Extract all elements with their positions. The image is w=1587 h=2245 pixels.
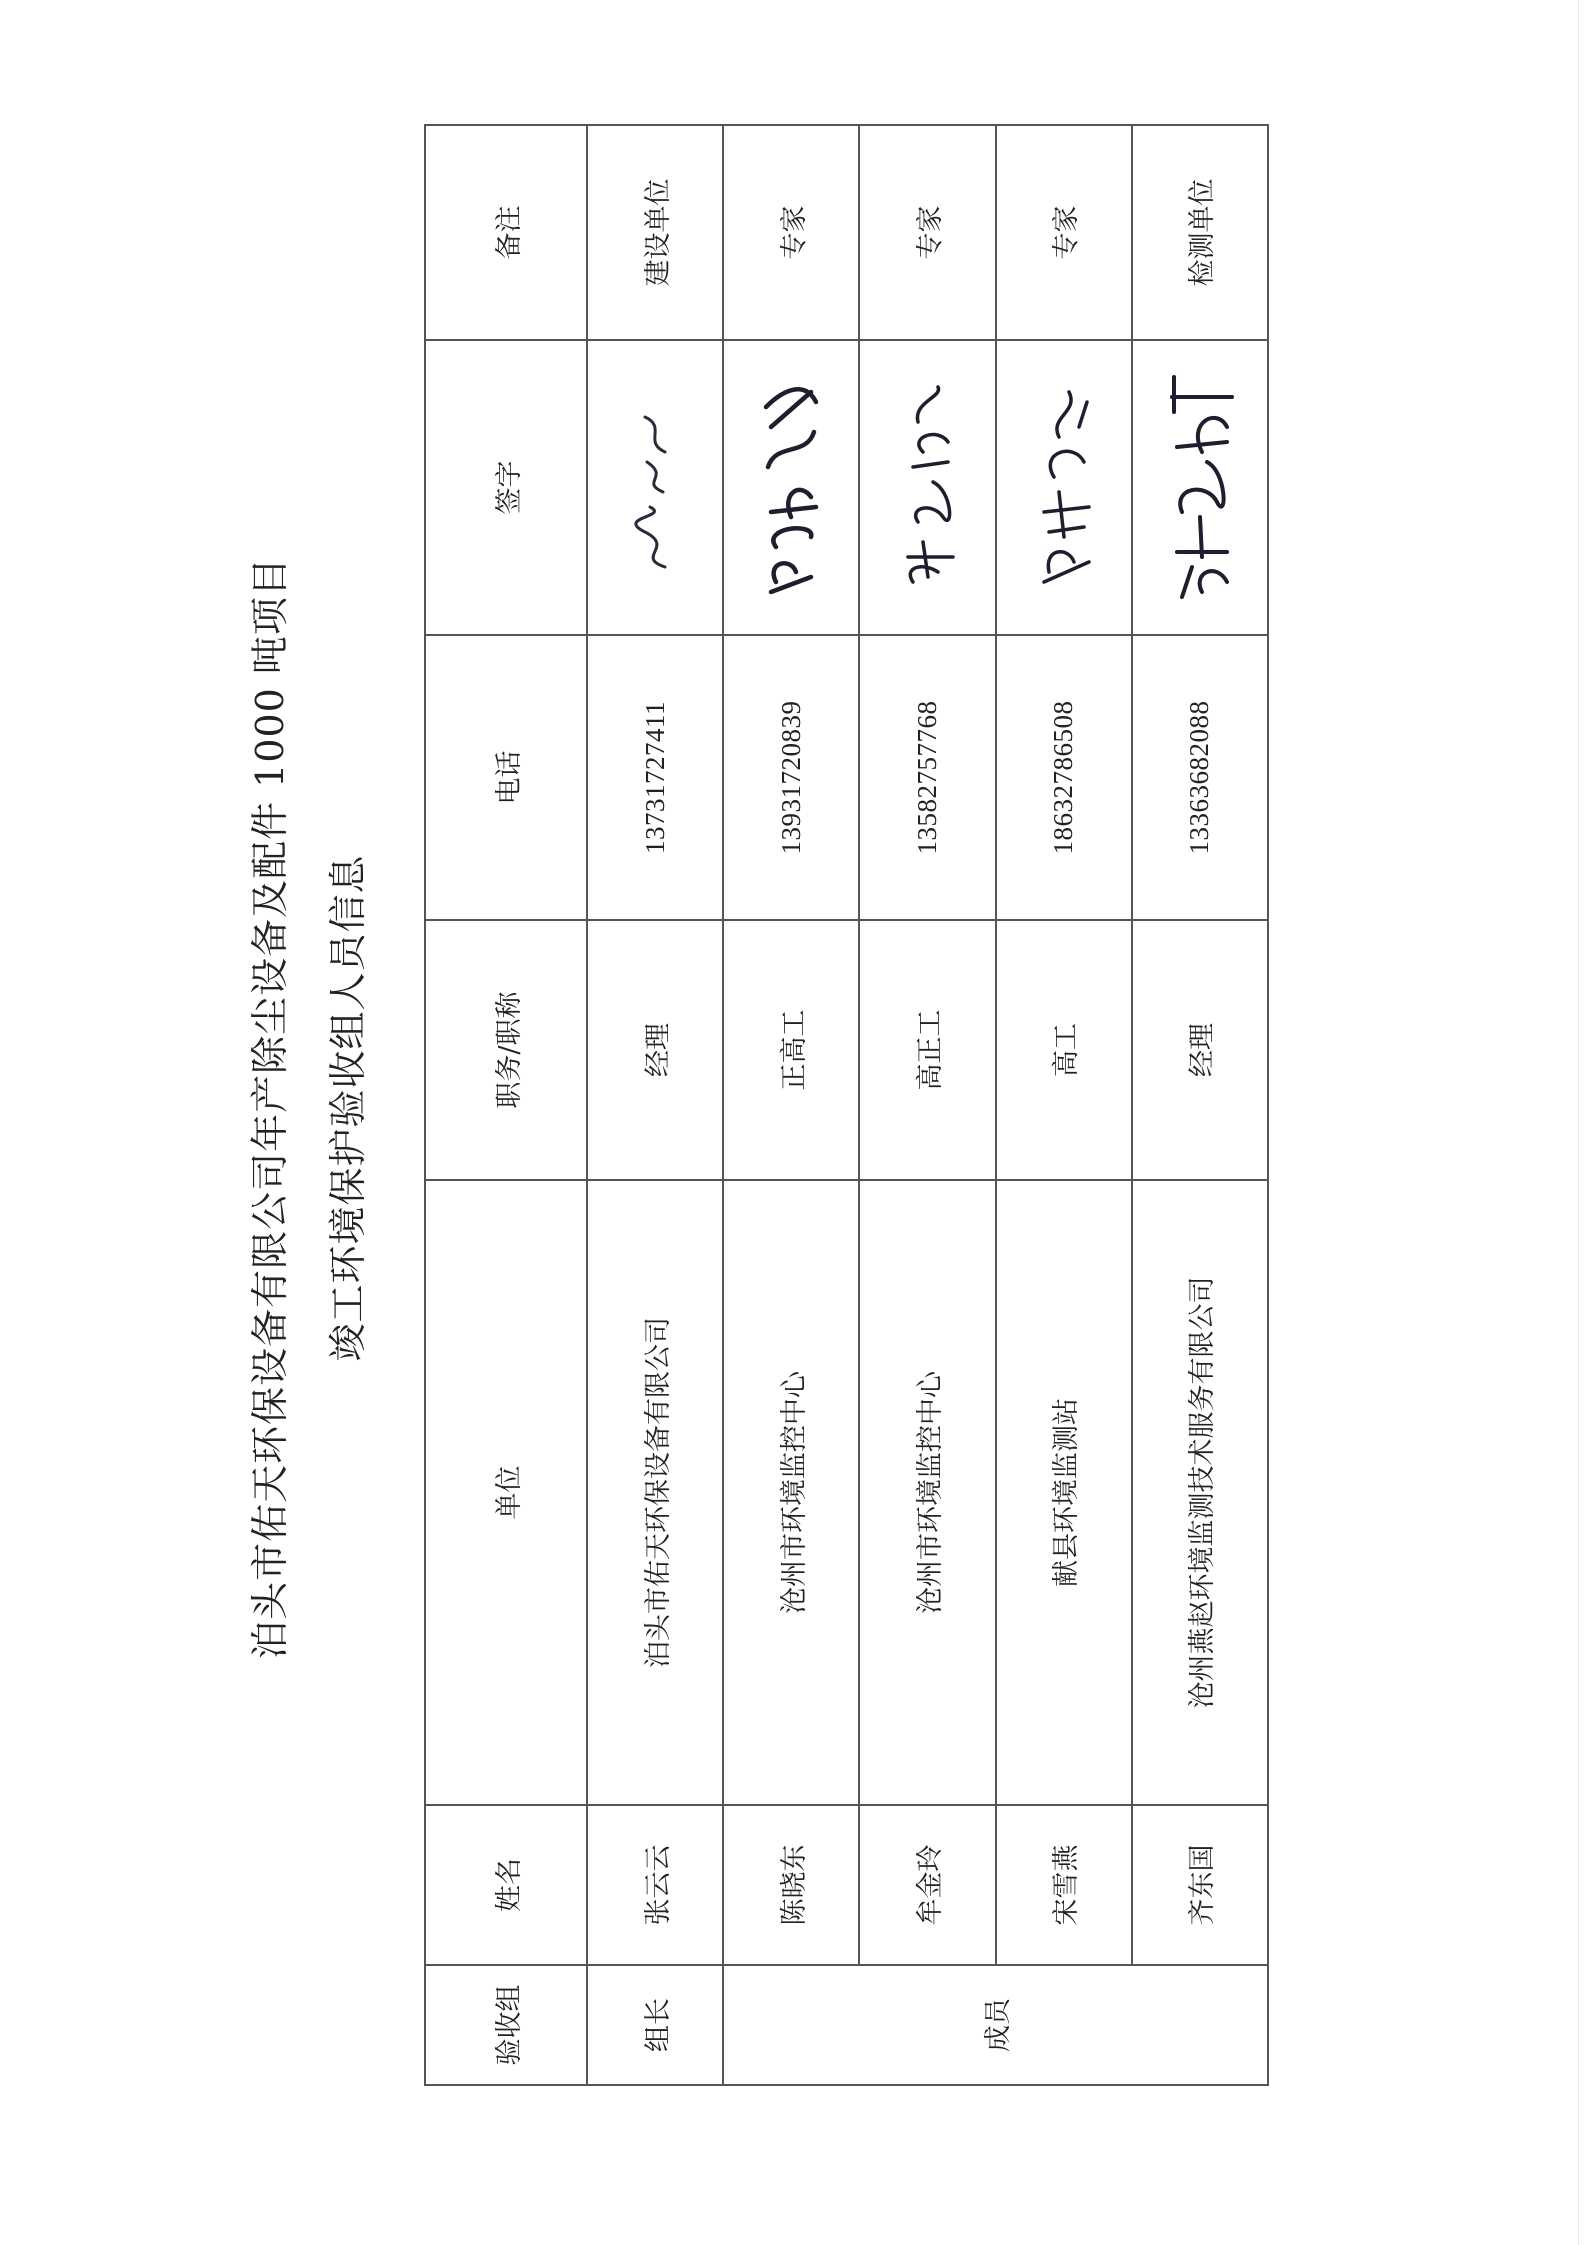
cell-phone: 13731727411	[587, 635, 723, 920]
cell-phone: 13931720839	[723, 635, 859, 920]
cell-name: 宋雪燕	[996, 1805, 1132, 1965]
header-phone: 电话	[425, 635, 587, 920]
handwritten-signature	[996, 340, 1132, 635]
cell-position: 高工	[996, 920, 1132, 1180]
header-name: 姓名	[425, 1805, 587, 1965]
signature-scribble	[893, 373, 963, 603]
cell-unit: 沧州市环境监控中心	[859, 1180, 995, 1805]
cell-remark: 专家	[996, 125, 1132, 340]
signature-scribble	[1029, 373, 1099, 603]
rotated-page-content	[234, 88, 1234, 2088]
cell-phone: 13363682088	[1132, 635, 1268, 920]
table-row	[723, 125, 859, 2085]
table-row	[859, 125, 995, 2085]
cell-remark: 专家	[723, 125, 859, 340]
cell-group-leader: 组长	[587, 1965, 723, 2085]
document-title: 泊头市佑天环保设备有限公司年产除尘设备及配件 1000 吨项目	[248, 557, 292, 1659]
header-group: 验收组	[425, 1965, 587, 2085]
handwritten-signature	[723, 340, 859, 635]
cell-remark: 专家	[859, 125, 995, 340]
cell-group-members: 成员	[723, 1965, 1268, 2085]
cell-position: 高正工	[859, 920, 995, 1180]
cell-phone: 13582757768	[859, 635, 995, 920]
signature-scribble	[756, 368, 826, 608]
cell-name: 陈晓东	[723, 1805, 859, 1965]
cell-unit: 泊头市佑天环保设备有限公司	[587, 1180, 723, 1805]
handwritten-signature	[859, 340, 995, 635]
cell-name: 张云云	[587, 1805, 723, 1965]
cell-unit: 献县环境监测站	[996, 1180, 1132, 1805]
cell-unit: 沧州市环境监控中心	[723, 1180, 859, 1805]
cell-name: 牟金玲	[859, 1805, 995, 1965]
cell-position: 正高工	[723, 920, 859, 1180]
cell-remark: 建设单位	[587, 125, 723, 340]
table-row	[587, 125, 723, 2085]
cell-unit: 沧州燕赵环境监测技术服务有限公司	[1132, 1180, 1268, 1805]
table-row	[996, 125, 1132, 2085]
handwritten-signature	[1132, 340, 1268, 635]
header-unit: 单位	[425, 1180, 587, 1805]
cell-phone: 18632786508	[996, 635, 1132, 920]
cell-remark: 检测单位	[1132, 125, 1268, 340]
cell-position: 经理	[587, 920, 723, 1180]
page-edge-shadow	[1578, 0, 1579, 2245]
document-subtitle: 竣工环境保护验收组人员信息	[326, 854, 370, 1362]
signature-scribble	[1162, 363, 1238, 613]
header-remark: 备注	[425, 125, 587, 340]
handwritten-signature	[587, 340, 723, 635]
cell-name: 齐东国	[1132, 1805, 1268, 1965]
header-signature: 签字	[425, 340, 587, 635]
signature-scribble	[625, 388, 685, 588]
table-row	[1132, 125, 1268, 2085]
cell-position: 经理	[1132, 920, 1268, 1180]
table-header-row	[425, 125, 587, 2085]
acceptance-group-table	[424, 124, 1269, 2086]
header-position: 职务/职称	[425, 920, 587, 1180]
